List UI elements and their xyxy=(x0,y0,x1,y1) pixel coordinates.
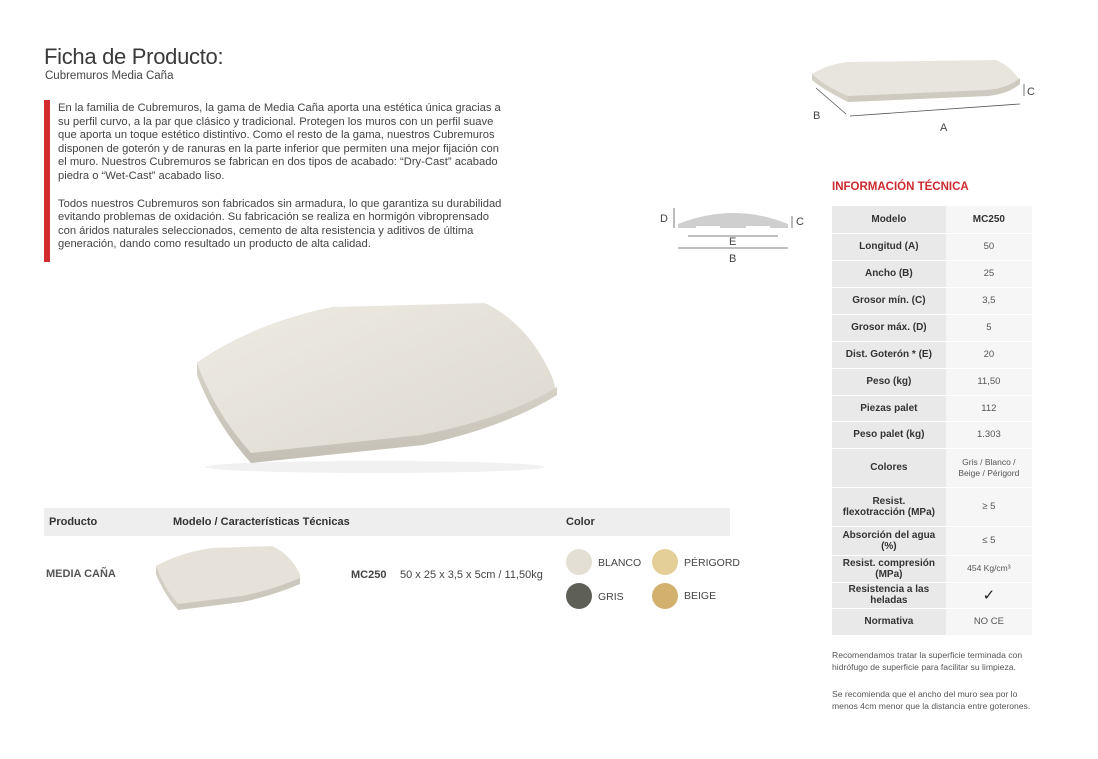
product-image xyxy=(185,295,565,475)
note-2: Se recomienda que el ancho del muro sea por lo menos 4cm menor que la distancia entre goterones. xyxy=(832,689,1031,711)
spec-row-longitud xyxy=(832,233,1032,260)
color-label-blanco: BLANCO xyxy=(598,557,642,569)
spec-value: 25 xyxy=(946,260,1032,287)
spec-row-flexotraccion xyxy=(832,487,1032,526)
color-label-gris: GRIS xyxy=(598,591,624,603)
iso-label-c: C xyxy=(1027,86,1035,98)
spec-row-peso-palet xyxy=(832,421,1032,448)
header-product: Producto xyxy=(49,516,98,528)
spec-key: Grosor máx. (D) xyxy=(832,314,946,341)
spec-value: ≥ 5 xyxy=(946,487,1032,526)
spec-row-goteron xyxy=(832,341,1032,368)
accent-bar xyxy=(44,100,50,262)
spec-key: Modelo xyxy=(832,206,946,233)
note-1: Recomendamos tratar la superficie terminada con hidrófugo de superficie para facilitar su limpieza. xyxy=(832,650,1023,672)
spec-row-colores xyxy=(832,448,1032,487)
spec-value: NO CE xyxy=(946,608,1032,635)
spec-row-modelo xyxy=(832,206,1032,233)
spec-value: ≤ 5 xyxy=(946,526,1032,555)
product-table-header xyxy=(44,508,730,536)
spec-row-compresion xyxy=(832,555,1032,582)
page-title: Ficha de Producto: xyxy=(44,44,224,69)
spec-key: Piezas palet xyxy=(832,395,946,421)
spec-value: Gris / Blanco / Beige / Périgord xyxy=(946,448,1032,487)
spec-key: Grosor mín. (C) xyxy=(832,287,946,314)
spec-row-grosor-max xyxy=(832,314,1032,341)
model-spec: 50 x 25 x 3,5 x 5cm / 11,50kg xyxy=(400,569,543,581)
tech-info-title: INFORMACIÓN TÉCNICA xyxy=(832,181,969,193)
check-icon: ✓ xyxy=(946,582,1032,608)
spec-value: 11,50 xyxy=(946,368,1032,395)
spec-key: Normativa xyxy=(832,608,946,635)
tech-info-table xyxy=(832,206,1032,636)
header-model: Modelo / Características Técnicas xyxy=(173,516,350,528)
profile-dimension-diagram xyxy=(658,196,808,266)
spec-key: Ancho (B) xyxy=(832,260,946,287)
spec-row-peso xyxy=(832,368,1032,395)
spec-row-normativa xyxy=(832,608,1032,635)
intro-paragraph-1: En la familia de Cubremuros, la gama de Media Caña aporta una estética única gracias a su perfil curvo, a la par que clásico y tradicional. Protegen los muros con un perfil suave que aporta un toque estético distintivo. Como el resto de la gama, nuestros Cubremuros disponen de goterón y de ranuras en la parte inferior que permiten una mejor fijación con el muro. Nuestros Cubremuros se fabrican en dos tipos de acabado: “Dry-Cast” acabado piedra o “Wet-Cast” acabado liso. xyxy=(58,102,501,182)
swatch-perigord xyxy=(652,549,678,575)
spec-value: 20 xyxy=(946,341,1032,368)
profile-label-b: B xyxy=(729,253,737,265)
spec-row-ancho xyxy=(832,260,1032,287)
spec-value: 50 xyxy=(946,233,1032,260)
iso-dimension-diagram xyxy=(808,58,1040,140)
spec-key: Dist. Goterón * (E) xyxy=(832,341,946,368)
spec-key: Colores xyxy=(832,448,946,487)
spec-key: Peso (kg) xyxy=(832,368,946,395)
profile-label-d: D xyxy=(660,213,668,225)
swatch-blanco xyxy=(566,549,592,575)
swatch-beige xyxy=(652,583,678,609)
product-thumbnail xyxy=(152,544,304,614)
profile-label-e: E xyxy=(729,236,737,248)
spec-key: Peso palet (kg) xyxy=(832,421,946,448)
intro-paragraph-2: Todos nuestros Cubremuros son fabricados sin armadura, lo que garantiza su durabilidad evitando problemas de oxidación. Su fabricación se realiza en hormigón vibroprensado con áridos naturales seleccionados, cemento de alta resistencia y aditivos de última generación, dando como resultado un producto de alta calidad. xyxy=(58,197,502,251)
spec-value: 112 xyxy=(946,395,1032,421)
iso-label-a: A xyxy=(940,122,948,134)
swatch-gris xyxy=(566,583,592,609)
spec-key: Resistencia a las heladas xyxy=(832,582,946,608)
spec-row-piezas xyxy=(832,395,1032,421)
spec-value: MC250 xyxy=(946,206,1032,233)
spec-key: Resist. flexotracción (MPa) xyxy=(832,487,946,526)
intro-text xyxy=(58,102,503,266)
spec-value: 5 xyxy=(946,314,1032,341)
profile-label-c: C xyxy=(796,216,804,228)
model-code: MC250 xyxy=(351,569,387,581)
spec-key: Resist. compresión (MPa) xyxy=(832,555,946,582)
spec-value: 1.303 xyxy=(946,421,1032,448)
product-name: MEDIA CAÑA xyxy=(46,568,116,580)
spec-value: 454 Kg/cm³ xyxy=(946,555,1032,582)
spec-row-grosor-min xyxy=(832,287,1032,314)
iso-label-b: B xyxy=(813,110,821,122)
spec-value: 3,5 xyxy=(946,287,1032,314)
page-subtitle: Cubremuros Media Caña xyxy=(45,70,174,82)
spec-row-heladas xyxy=(832,582,1032,608)
color-label-beige: BEIGE xyxy=(684,590,717,602)
header-color: Color xyxy=(566,516,595,528)
spec-key: Longitud (A) xyxy=(832,233,946,260)
spec-key: Absorción del agua (%) xyxy=(832,526,946,555)
spec-row-absorcion xyxy=(832,526,1032,555)
color-label-perigord: PÉRIGORD xyxy=(684,557,741,569)
